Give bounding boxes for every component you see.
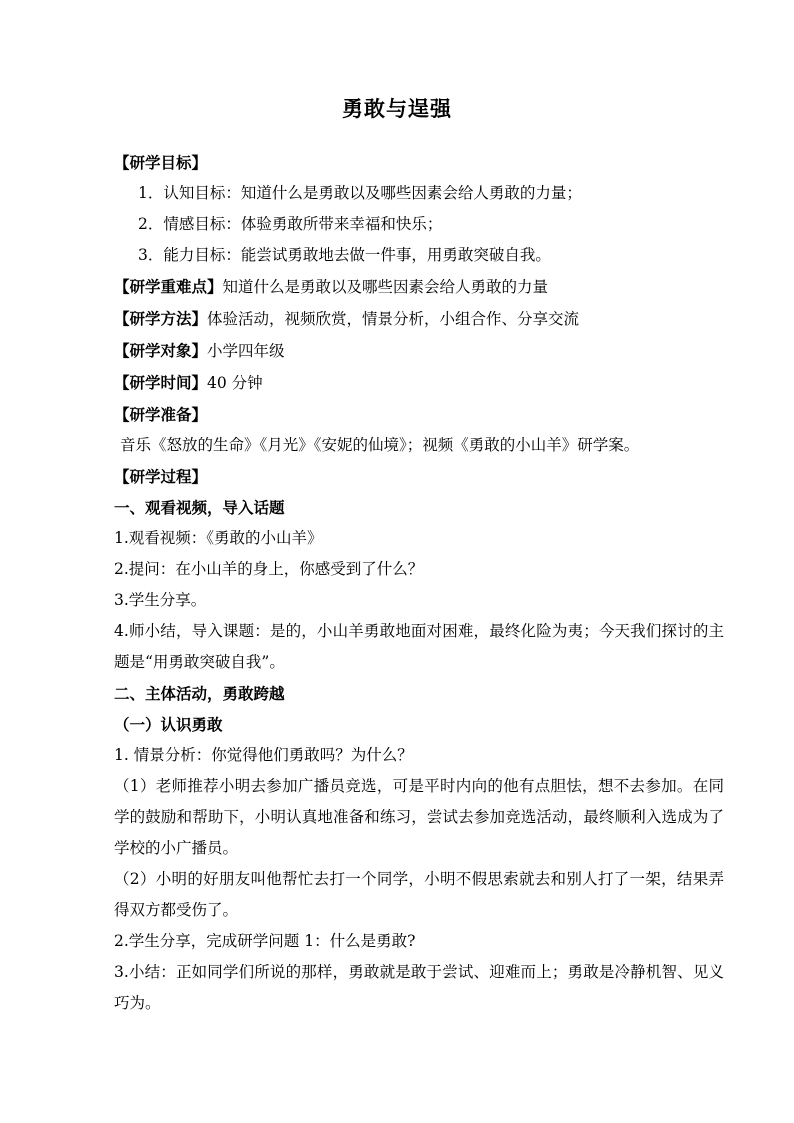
target-text: 小学四年级 [207, 342, 285, 360]
sub1-item1: 1. 情景分析：你觉得他们勇敢吗？为什么？ [114, 746, 413, 764]
part1-item: 2.提问：在小山羊的身上，你感受到了什么？ [114, 560, 424, 578]
time-label: 【研学时间】 [114, 373, 208, 392]
time-text: 40 分钟 [207, 374, 263, 392]
key-points-row [114, 271, 724, 303]
case1-text: （1）老师推荐小明去参加广播员竞选，可是平时内向的他有点胆怯，想不去参加。在同学的鼓励和帮助下，小明认真地准备和练习，尝试去参加竞选活动，最终顺利入选成为了学校的小广播员。 [114, 777, 724, 857]
sub1-item3: 3.小结：正如同学们所说的那样，勇敢就是敢于尝试、迎难而上；勇敢是冷静机智、见义巧为。 [114, 963, 724, 1012]
prep-heading: 【研学准备】 [114, 405, 208, 424]
key-points-label: 【研学重难点】 [114, 277, 223, 296]
part2-heading: 二、主体活动，勇敢跨越 [114, 684, 285, 703]
part1-item: 3.学生分享。 [114, 591, 207, 609]
method-text: 体验活动，视频欣赏，情景分析，小组合作、分享交流 [207, 310, 580, 328]
key-points-text: 知道什么是勇敢以及哪些因素会给人勇敢的力量 [222, 278, 549, 296]
goal-item: 1．认知目标：知道什么是勇敢以及哪些因素会给人勇敢的力量； [138, 184, 582, 202]
part1-heading: 一、观看视频，导入话题 [114, 498, 285, 517]
method-row [114, 303, 724, 335]
goals-heading: 【研学目标】 [114, 153, 208, 172]
method-label: 【研学方法】 [114, 309, 208, 328]
process-heading: 【研学过程】 [114, 467, 208, 486]
sub1-item2: 2.学生分享，完成研学问题 1：什么是勇敢? [114, 932, 416, 950]
prep-text: 音乐《怒放的生命》《月光》《安妮的仙境》；视频《勇敢的小山羊》研学案。 [120, 436, 640, 454]
part1-item4: 4.师小结，导入课题：是的，小山羊勇敢地面对困难，最终化险为夷；今天我们探讨的主题是“用勇敢突破自我”。 [114, 622, 724, 671]
case2-text: （2）小明的好朋友叫他帮忙去打一个同学，小明不假思索就去和别人打了一架，结果弄得双方都受伤了。 [114, 870, 724, 919]
sub1-heading: （一）认识勇敢 [114, 715, 223, 734]
target-label: 【研学对象】 [114, 341, 208, 360]
target-row [114, 335, 724, 367]
goal-item: 3．能力目标：能尝试勇敢地去做一件事，用勇敢突破自我。 [138, 246, 551, 264]
goal-item: 2．情感目标：体验勇敢所带来幸福和快乐； [138, 215, 443, 233]
document-body [114, 147, 724, 1019]
part1-item: 1.观看视频：《勇敢的小山羊》 [114, 529, 323, 547]
time-row [114, 367, 724, 399]
document-title: 勇敢与逞强 [342, 96, 452, 121]
